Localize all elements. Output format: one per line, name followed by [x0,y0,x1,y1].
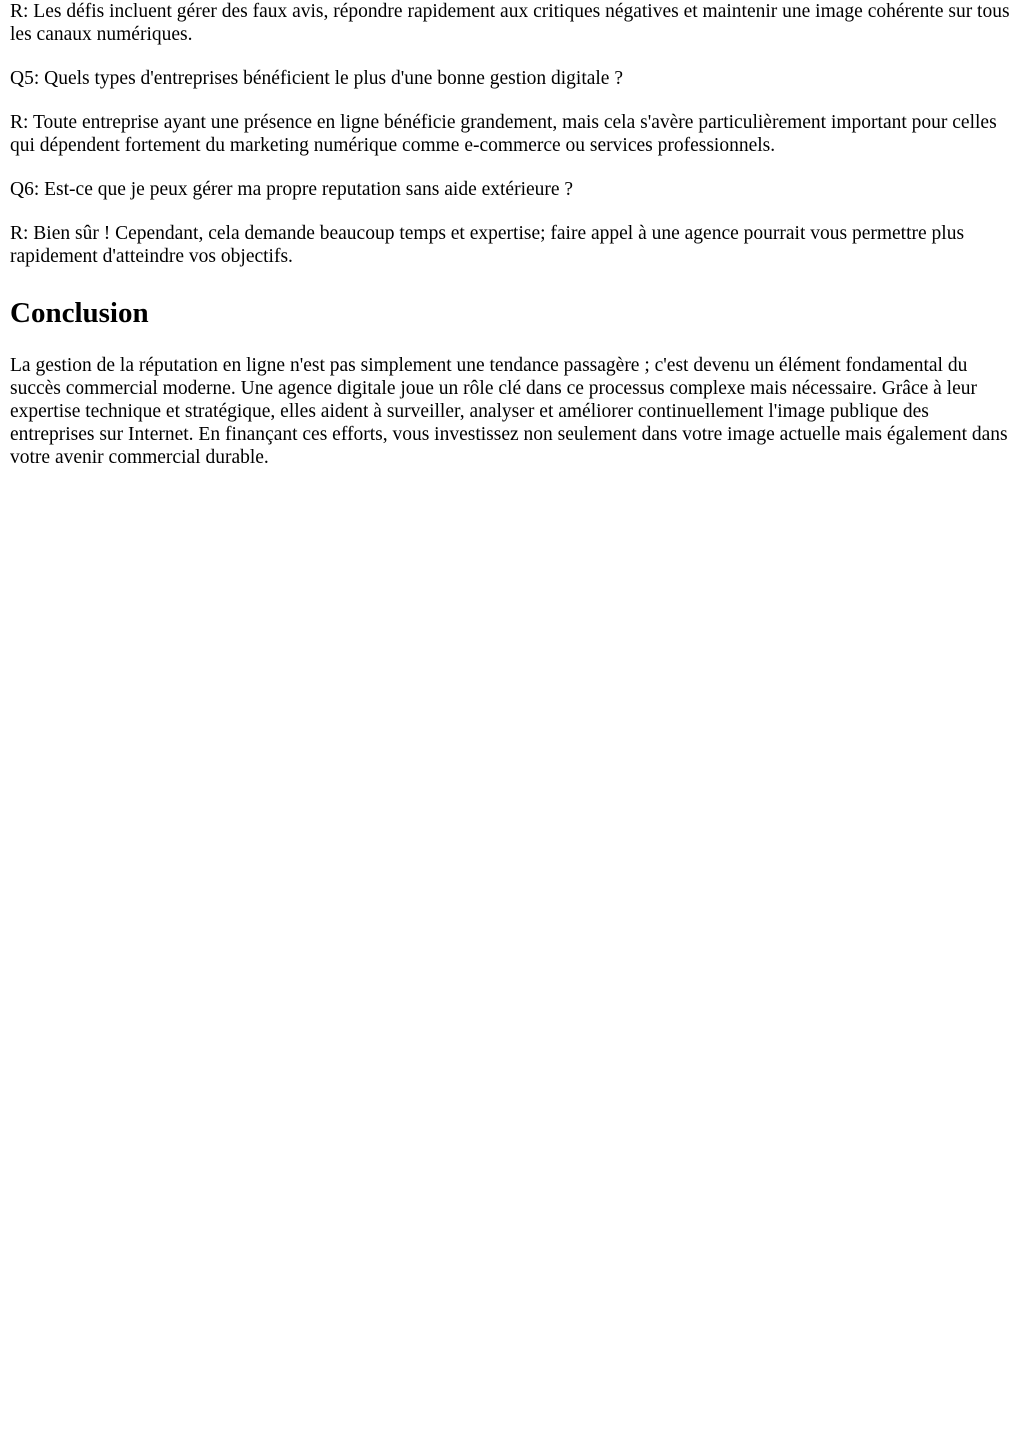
faq-answer-6: R: Bien sûr ! Cependant, cela demande beaucoup temps et expertise; faire appel à une agence pourrait vous permettre plus rapidement d'atteindre vos objectifs. [10,223,965,267]
article-body [0,0,1024,469]
conclusion-heading: Conclusion [10,297,149,329]
faq-question-6: Q6: Est-ce que je peux gérer ma propre reputation sans aide extérieure ? [10,179,574,200]
faq-answer-5: R: Toute entreprise ayant une présence en ligne bénéficie grandement, mais cela s'avère particulièrement important pour celles qui dépendent fortement du marketing numérique comme e-commerce ou services professionnels. [10,112,997,156]
faq-answer-4: R: Les défis incluent gérer des faux avis, répondre rapidement aux critiques négatives et maintenir une image cohérente sur tous les canaux numériques. [10,1,1010,45]
faq-question-5: Q5: Quels types d'entreprises bénéficient le plus d'une bonne gestion digitale ? [10,68,623,89]
conclusion-paragraph: La gestion de la réputation en ligne n'est pas simplement une tendance passagère ; c'est devenu un élément fondamental du succès commercial moderne. Une agence digitale joue un rôle clé dans ce processus complexe mais nécessaire. Grâce à leur expertise technique et stratégique, elles aident à surveiller, analyser et améliorer continuellement l'image publique des entreprises sur Internet. En finançant ces efforts, vous investissez non seulement dans votre image actuelle mais également dans votre avenir commercial durable. [10,355,1008,468]
